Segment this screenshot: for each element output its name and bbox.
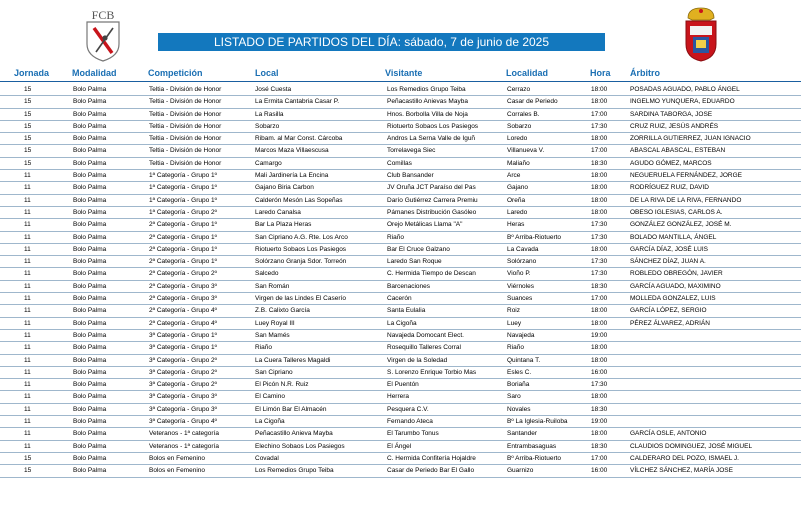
cell-local: San Román bbox=[255, 282, 290, 290]
cell-competicion: Bolos en Femenino bbox=[149, 454, 206, 462]
cell-local: Salcedo bbox=[255, 270, 279, 278]
cell-competicion: Teltia - División de Honor bbox=[149, 86, 222, 93]
table-row bbox=[0, 256, 801, 268]
cell-visitante: El Ángel bbox=[387, 442, 412, 450]
cell-visitante: Santa Eulalia bbox=[387, 307, 426, 315]
cell-visitante: Barcenaciones bbox=[387, 282, 430, 290]
cell-hora: 17:00 bbox=[591, 110, 608, 118]
cell-arbitro: INGELMO YUNQUERA, EDUARDO bbox=[630, 98, 735, 106]
cell-modalidad: Bolo Palma bbox=[73, 430, 107, 438]
cell-localidad: Roiz bbox=[507, 307, 521, 315]
cell-hora: 18:00 bbox=[591, 135, 608, 143]
cell-visitante: S. Lorenzo Enrique Torbio Mas bbox=[387, 368, 477, 376]
cell-competicion: 2ª Categoría - Grupo 3º bbox=[149, 295, 218, 303]
cell-hora: 18:00 bbox=[591, 184, 608, 192]
cell-visitante: Bar El Cruce Galzano bbox=[387, 245, 450, 253]
cell-localidad: Guarnizo bbox=[507, 467, 534, 475]
cell-competicion: 3ª Categoría - Grupo 1º bbox=[149, 344, 218, 352]
cell-jornada: 11 bbox=[24, 405, 31, 413]
table-row bbox=[0, 441, 801, 453]
cell-hora: 17:30 bbox=[591, 233, 608, 241]
table-row bbox=[0, 207, 801, 219]
cell-arbitro: ROBLEDO OBREGÓN, JAVIER bbox=[630, 270, 723, 278]
cell-competicion: 1ª Categoría - Grupo 1º bbox=[149, 196, 218, 204]
cell-competicion: 2ª Categoría - Grupo 4º bbox=[149, 307, 218, 315]
cell-competicion: 2ª Categoría - Grupo 1º bbox=[149, 245, 218, 253]
cell-localidad: Arce bbox=[507, 172, 521, 180]
cell-modalidad: Bolo Palma bbox=[73, 184, 107, 192]
cell-hora: 17:30 bbox=[591, 270, 608, 278]
table-row bbox=[0, 109, 801, 121]
table-row bbox=[0, 293, 801, 305]
cell-localidad: Vioño P. bbox=[507, 270, 531, 278]
table-row bbox=[0, 428, 801, 440]
cell-local: El Picón N.R. Ruiz bbox=[255, 381, 309, 389]
cell-local: Camargo bbox=[255, 159, 282, 167]
cell-modalidad: Bolo Palma bbox=[73, 454, 107, 462]
cell-visitante: El Puentón bbox=[387, 381, 419, 389]
cell-hora: 18:00 bbox=[591, 307, 608, 315]
cell-local: La Cigoña bbox=[255, 418, 285, 426]
cell-competicion: Teltia - División de Honor bbox=[149, 98, 222, 106]
cell-hora: 18:00 bbox=[591, 208, 608, 216]
cell-localidad: Navajeda bbox=[507, 331, 535, 339]
cell-competicion: 1ª Categoría - Grupo 2º bbox=[149, 208, 218, 216]
cell-visitante: Pámanes Distribución Gasóleo bbox=[387, 208, 477, 216]
matches-table bbox=[0, 84, 801, 478]
cell-modalidad: Bolo Palma bbox=[73, 245, 107, 253]
cell-local: Luey Royal III bbox=[255, 319, 295, 327]
cell-jornada: 11 bbox=[24, 381, 31, 389]
cell-modalidad: Bolo Palma bbox=[73, 159, 107, 167]
cell-competicion: Teltia - División de Honor bbox=[149, 135, 222, 143]
cell-hora: 18:30 bbox=[591, 282, 608, 290]
cell-local: Peñacastillo Anieva Mayba bbox=[255, 430, 333, 438]
cell-localidad: Bº La Iglesia-Ruiloba bbox=[507, 418, 568, 426]
cell-arbitro: CLAUDIOS DOMINGUEZ, JOSÉ MIGUEL bbox=[630, 442, 753, 450]
header-visitante: Visitante bbox=[385, 68, 423, 78]
header-competicion: Competición bbox=[148, 68, 203, 78]
cell-arbitro: RODRÍGUEZ RUIZ, DAVID bbox=[630, 184, 709, 192]
cell-jornada: 15 bbox=[24, 159, 32, 167]
cell-arbitro: ZORRILLA GUTIERREZ, JUAN IGNACIO bbox=[630, 135, 751, 143]
cell-competicion: 2ª Categoría - Grupo 2º bbox=[149, 270, 218, 278]
cell-local: Riotuerto Sobaos Los Pasiegos bbox=[255, 245, 347, 253]
cell-modalidad: Bolo Palma bbox=[73, 172, 107, 180]
cell-modalidad: Bolo Palma bbox=[73, 381, 107, 389]
cell-hora: 18:30 bbox=[591, 159, 608, 167]
cell-modalidad: Bolo Palma bbox=[73, 331, 107, 339]
table-row bbox=[0, 305, 801, 317]
cell-visitante: Los Remedios Grupo Teiba bbox=[387, 86, 466, 93]
cell-modalidad: Bolo Palma bbox=[73, 196, 107, 204]
header-modalidad: Modalidad bbox=[72, 68, 117, 78]
cell-modalidad: Bolo Palma bbox=[73, 405, 107, 413]
cell-jornada: 11 bbox=[24, 258, 31, 266]
cell-local: Marcos Maza Villaescusa bbox=[255, 147, 329, 155]
table-row bbox=[0, 318, 801, 330]
table-row bbox=[0, 465, 801, 477]
cell-local: Bar La Plaza Heras bbox=[255, 221, 312, 229]
cell-jornada: 11 bbox=[24, 368, 31, 376]
cell-modalidad: Bolo Palma bbox=[73, 418, 107, 426]
cell-hora: 17:00 bbox=[591, 454, 608, 462]
cell-arbitro: GONZÁLEZ GONZÁLEZ, JOSÉ M. bbox=[630, 221, 732, 229]
cell-jornada: 11 bbox=[24, 344, 31, 352]
cell-jornada: 15 bbox=[24, 467, 32, 475]
cell-hora: 19:00 bbox=[591, 331, 608, 339]
cell-arbitro: SARDINA TABORGA, JOSE bbox=[630, 110, 713, 118]
cell-localidad: Corrales B. bbox=[507, 110, 540, 118]
cell-competicion: 1ª Categoría - Grupo 1º bbox=[149, 172, 218, 180]
cell-competicion: 3ª Categoría - Grupo 2º bbox=[149, 356, 218, 364]
cell-modalidad: Bolo Palma bbox=[73, 258, 107, 266]
cell-localidad: Quintana T. bbox=[507, 356, 541, 364]
cell-local: El Limón Bar El Almacén bbox=[255, 405, 327, 413]
cell-jornada: 11 bbox=[24, 418, 31, 426]
cell-localidad: Entrambasaguas bbox=[507, 442, 557, 450]
cell-localidad: Novales bbox=[507, 405, 531, 413]
cell-competicion: 1ª Categoría - Grupo 1º bbox=[149, 184, 218, 192]
cell-visitante: Rosequillo Talleres Corral bbox=[387, 344, 461, 352]
cell-localidad: Sobarzo bbox=[507, 122, 532, 130]
cell-jornada: 11 bbox=[24, 319, 31, 327]
cell-localidad: Loredo bbox=[507, 135, 528, 143]
cell-localidad: Maliaño bbox=[507, 159, 530, 167]
cell-competicion: Veteranos - 1ª categoría bbox=[149, 430, 219, 438]
cell-hora: 16:00 bbox=[591, 467, 608, 475]
cell-localidad: Solórzano bbox=[507, 258, 537, 266]
table-row bbox=[0, 330, 801, 342]
cell-modalidad: Bolo Palma bbox=[73, 86, 107, 93]
cell-modalidad: Bolo Palma bbox=[73, 98, 107, 106]
header-hora: Hora bbox=[590, 68, 611, 78]
cell-competicion: Bolos en Femenino bbox=[149, 467, 206, 475]
cell-visitante: Laredo San Roque bbox=[387, 258, 442, 266]
cell-localidad: Viérnoles bbox=[507, 282, 534, 290]
cell-modalidad: Bolo Palma bbox=[73, 307, 107, 315]
cell-localidad: Suances bbox=[507, 295, 533, 303]
cell-hora: 16:00 bbox=[591, 368, 608, 376]
cell-modalidad: Bolo Palma bbox=[73, 344, 107, 352]
cell-hora: 18:00 bbox=[591, 86, 608, 93]
cell-modalidad: Bolo Palma bbox=[73, 467, 107, 475]
cell-local: Z.B. Calixto García bbox=[255, 307, 310, 315]
cell-arbitro: OBESO IGLESIAS, CARLOS A. bbox=[630, 208, 723, 216]
cell-localidad: Oreña bbox=[507, 196, 526, 204]
cell-arbitro: GARCÍA DÍAZ, JOSÉ LUIS bbox=[630, 245, 709, 253]
cell-visitante: Torrelavega Siec bbox=[387, 147, 436, 155]
cell-visitante: Herrera bbox=[387, 393, 410, 401]
table-row bbox=[0, 404, 801, 416]
cell-modalidad: Bolo Palma bbox=[73, 221, 107, 229]
cell-visitante: Riotuerto Sobaos Los Pasiegos bbox=[387, 122, 479, 130]
table-header bbox=[0, 66, 801, 82]
cell-jornada: 15 bbox=[24, 122, 32, 130]
cell-competicion: 3ª Categoría - Grupo 2º bbox=[149, 368, 218, 376]
cell-competicion: 2ª Categoría - Grupo 1º bbox=[149, 258, 218, 266]
cell-competicion: 3ª Categoría - Grupo 1º bbox=[149, 331, 218, 339]
cell-jornada: 11 bbox=[24, 442, 31, 450]
cell-competicion: Teltia - División de Honor bbox=[149, 110, 222, 118]
cell-modalidad: Bolo Palma bbox=[73, 442, 107, 450]
cell-competicion: Teltia - División de Honor bbox=[149, 122, 222, 130]
cell-jornada: 11 bbox=[24, 184, 31, 192]
cell-arbitro: PÉREZ ÁLVAREZ, ADRIÁN bbox=[630, 319, 710, 327]
cell-localidad: Luey bbox=[507, 319, 522, 327]
cell-visitante: Peñacastillo Anievas Mayba bbox=[387, 98, 468, 106]
cell-localidad: Bº Arriba-Riotuerto bbox=[507, 233, 562, 241]
cell-visitante: Virgen de la Soledad bbox=[387, 356, 448, 364]
cell-hora: 18:00 bbox=[591, 393, 608, 401]
table-row bbox=[0, 219, 801, 231]
cell-competicion: 3ª Categoría - Grupo 3º bbox=[149, 393, 218, 401]
cell-modalidad: Bolo Palma bbox=[73, 295, 107, 303]
table-row bbox=[0, 170, 801, 182]
cell-arbitro: DE LA RIVA DE LA RIVA, FERNANDO bbox=[630, 196, 742, 204]
cell-jornada: 11 bbox=[24, 295, 31, 303]
cell-visitante: Navajeda Domocant Elect. bbox=[387, 331, 464, 339]
fcb-logo bbox=[80, 8, 126, 62]
cell-jornada: 11 bbox=[24, 331, 31, 339]
table-row bbox=[0, 121, 801, 133]
cell-hora: 18:00 bbox=[591, 172, 608, 180]
cell-localidad: Esles C. bbox=[507, 368, 532, 376]
cell-jornada: 11 bbox=[24, 196, 31, 204]
cell-local: Riaño bbox=[255, 344, 272, 352]
table-row bbox=[0, 182, 801, 194]
cell-jornada: 11 bbox=[24, 282, 31, 290]
cell-jornada: 11 bbox=[24, 356, 31, 364]
cell-hora: 17:30 bbox=[591, 381, 608, 389]
cell-modalidad: Bolo Palma bbox=[73, 393, 107, 401]
cell-modalidad: Bolo Palma bbox=[73, 368, 107, 376]
cell-hora: 18:00 bbox=[591, 196, 608, 204]
cell-jornada: 11 bbox=[24, 307, 31, 315]
cell-competicion: Veteranos - 1ª categoría bbox=[149, 442, 219, 450]
cell-hora: 17:00 bbox=[591, 295, 608, 303]
cell-hora: 18:30 bbox=[591, 442, 608, 450]
cell-jornada: 15 bbox=[24, 147, 32, 155]
cell-jornada: 11 bbox=[24, 221, 31, 229]
cell-modalidad: Bolo Palma bbox=[73, 122, 107, 130]
cell-visitante: Andros La Serna Valle de Iguñ bbox=[387, 135, 476, 143]
cell-jornada: 11 bbox=[24, 245, 31, 253]
cell-hora: 19:00 bbox=[591, 418, 608, 426]
header-arbitro: Árbitro bbox=[630, 68, 660, 78]
cell-visitante: Hnos. Borbolla Villa de Noja bbox=[387, 110, 468, 118]
cell-arbitro: MOLLEDA GONZALEZ, LUIS bbox=[630, 295, 716, 303]
cell-jornada: 15 bbox=[24, 110, 32, 118]
cell-local: El Camino bbox=[255, 393, 285, 401]
table-row bbox=[0, 379, 801, 391]
cell-local: Ribam. al Mar Const. Cárcoba bbox=[255, 135, 343, 143]
cell-local: Calderón Mesón Las Sopeñas bbox=[255, 196, 343, 204]
cell-visitante: Orejo Metálicas Llama "A" bbox=[387, 221, 463, 229]
cell-visitante: C. Hermida Tiempo de Descan bbox=[387, 270, 476, 278]
cell-competicion: 3ª Categoría - Grupo 3º bbox=[149, 405, 218, 413]
cell-modalidad: Bolo Palma bbox=[73, 282, 107, 290]
cell-visitante: El Tarumbo Tonus bbox=[387, 430, 439, 438]
table-row bbox=[0, 145, 801, 157]
table-row bbox=[0, 158, 801, 170]
cell-localidad: Cerrazo bbox=[507, 86, 531, 93]
table-row bbox=[0, 232, 801, 244]
table-row bbox=[0, 342, 801, 354]
cell-modalidad: Bolo Palma bbox=[73, 147, 107, 155]
cell-arbitro: GARCÍA OSLE, ANTONIO bbox=[630, 430, 707, 438]
table-row bbox=[0, 268, 801, 280]
cell-local: Mali Jardinería La Encina bbox=[255, 172, 329, 180]
cell-local: Covadal bbox=[255, 454, 279, 462]
cell-jornada: 11 bbox=[24, 430, 31, 438]
cell-arbitro: ABASCAL ABASCAL, ESTEBAN bbox=[630, 147, 726, 155]
cell-local: José Cuesta bbox=[255, 86, 292, 93]
table-row bbox=[0, 195, 801, 207]
cell-modalidad: Bolo Palma bbox=[73, 319, 107, 327]
cell-local: Virgen de las Lindes El Caserío bbox=[255, 295, 346, 303]
cell-local: La Cuera Talleres Magaldi bbox=[255, 356, 331, 364]
cell-arbitro: GARCÍA LÓPEZ, SERGIO bbox=[630, 307, 707, 315]
cell-visitante: La Cigoña bbox=[387, 319, 417, 327]
cell-localidad: Heras bbox=[507, 221, 525, 229]
cell-modalidad: Bolo Palma bbox=[73, 233, 107, 241]
cell-localidad: Santander bbox=[507, 430, 537, 438]
cell-visitante: Fernando Ateca bbox=[387, 418, 433, 426]
cell-modalidad: Bolo Palma bbox=[73, 356, 107, 364]
cell-arbitro: AGUDO GÓMEZ, MARCOS bbox=[630, 159, 712, 167]
cell-modalidad: Bolo Palma bbox=[73, 208, 107, 216]
cell-competicion: 3ª Categoría - Grupo 2º bbox=[149, 381, 218, 389]
cell-jornada: 11 bbox=[24, 233, 31, 241]
cell-visitante: Cacerón bbox=[387, 295, 412, 303]
cell-visitante: Comillas bbox=[387, 159, 412, 167]
cell-competicion: 2ª Categoría - Grupo 1º bbox=[149, 233, 218, 241]
cell-local: San Cipriano bbox=[255, 368, 293, 376]
cell-arbitro: VÍLCHEZ SÁNCHEZ, MARÍA JOSE bbox=[630, 467, 733, 475]
cell-hora: 17:00 bbox=[591, 147, 608, 155]
cell-competicion: 2ª Categoría - Grupo 1º bbox=[149, 221, 218, 229]
cell-jornada: 15 bbox=[24, 98, 32, 106]
cell-visitante: C. Hermida Confitería Hojaldre bbox=[387, 454, 476, 462]
cell-competicion: Teltia - División de Honor bbox=[149, 159, 222, 167]
cell-local: Sobarzo bbox=[255, 122, 280, 130]
cell-competicion: 2ª Categoría - Grupo 4º bbox=[149, 319, 218, 327]
cell-hora: 18:00 bbox=[591, 319, 608, 327]
cell-local: Gajano Biria Carbon bbox=[255, 184, 314, 192]
table-row bbox=[0, 84, 801, 96]
cell-local: Elechino Sobaos Los Pasiegos bbox=[255, 442, 345, 450]
cell-jornada: 11 bbox=[24, 270, 31, 278]
cell-arbitro: CALDERARO DEL POZO, ISMAEL J. bbox=[630, 454, 739, 462]
cell-jornada: 11 bbox=[24, 208, 31, 216]
cell-visitante: Club Bansander bbox=[387, 172, 434, 180]
cell-jornada: 11 bbox=[24, 172, 31, 180]
cell-local: Los Remedios Grupo Teiba bbox=[255, 467, 334, 475]
cell-localidad: Bº Arriba-Riotuerto bbox=[507, 454, 562, 462]
cell-hora: 18:00 bbox=[591, 356, 608, 364]
cell-hora: 17:30 bbox=[591, 221, 608, 229]
table-row bbox=[0, 281, 801, 293]
coat-of-arms-icon bbox=[680, 6, 722, 62]
cell-visitante: Pesquera C.V. bbox=[387, 405, 429, 413]
table-row bbox=[0, 355, 801, 367]
cell-localidad: Riaño bbox=[507, 344, 524, 352]
cell-arbitro: SÁNCHEZ DÍAZ, JUAN A. bbox=[630, 258, 706, 266]
cell-jornada: 11 bbox=[24, 393, 31, 401]
cell-hora: 17:30 bbox=[591, 258, 608, 266]
cell-competicion: 2ª Categoría - Grupo 3º bbox=[149, 282, 218, 290]
table-row bbox=[0, 391, 801, 403]
cell-modalidad: Bolo Palma bbox=[73, 110, 107, 118]
cell-local: San Cipriano A.G. Rte. Los Arco bbox=[255, 233, 348, 241]
header-local: Local bbox=[255, 68, 279, 78]
table-row bbox=[0, 244, 801, 256]
table-row bbox=[0, 133, 801, 145]
cell-local: Solórzano Granja Sdor. Torreón bbox=[255, 258, 347, 266]
cell-hora: 17:30 bbox=[591, 122, 608, 130]
cell-hora: 18:00 bbox=[591, 344, 608, 352]
header-localidad: Localidad bbox=[506, 68, 549, 78]
cell-competicion: 3ª Categoría - Grupo 4º bbox=[149, 418, 218, 426]
cell-hora: 18:00 bbox=[591, 98, 608, 106]
cell-localidad: Villanueva V. bbox=[507, 147, 545, 155]
table-row bbox=[0, 96, 801, 108]
cell-localidad: Saro bbox=[507, 393, 521, 401]
cell-local: La Ermita Cantabria Casar P. bbox=[255, 98, 340, 106]
cell-localidad: Laredo bbox=[507, 208, 528, 216]
cell-jornada: 15 bbox=[24, 86, 32, 93]
cell-arbitro: GARCÍA AGUADO, MAXIMINO bbox=[630, 282, 721, 290]
cell-hora: 18:00 bbox=[591, 245, 608, 253]
cell-arbitro: POSADAS AGUADO, PABLO ÁNGEL bbox=[630, 86, 740, 93]
cell-visitante: Casar de Periedo Bar El Gallo bbox=[387, 467, 475, 475]
cell-visitante: Riaño bbox=[387, 233, 404, 241]
cell-visitante: Darío Gutiérrez Carrera Premiu bbox=[387, 196, 478, 204]
cell-localidad: Gajano bbox=[507, 184, 528, 192]
cell-visitante: JV Oruña JCT Paraíso del Pas bbox=[387, 184, 476, 192]
table-row bbox=[0, 367, 801, 379]
cell-hora: 18:00 bbox=[591, 430, 608, 438]
cell-local: San Mamés bbox=[255, 331, 290, 339]
cell-hora: 18:30 bbox=[591, 405, 608, 413]
cell-modalidad: Bolo Palma bbox=[73, 135, 107, 143]
cell-arbitro: NEGUERUELA FERNÁNDEZ, JORGE bbox=[630, 172, 742, 180]
cell-localidad: Casar de Periedo bbox=[507, 98, 558, 106]
table-row bbox=[0, 453, 801, 465]
cell-jornada: 15 bbox=[24, 454, 32, 462]
page-title: LISTADO DE PARTIDOS DEL DÍA: sábado, 7 de junio de 2025 bbox=[158, 33, 605, 51]
fcb-logo-text: FCB bbox=[91, 8, 115, 22]
cell-competicion: Teltia - División de Honor bbox=[149, 147, 222, 155]
cell-modalidad: Bolo Palma bbox=[73, 270, 107, 278]
table-row bbox=[0, 416, 801, 428]
cell-jornada: 15 bbox=[24, 135, 32, 143]
cell-local: La Rasilla bbox=[255, 110, 284, 118]
cell-arbitro: CRUZ RUIZ, JESÚS ANDRÉS bbox=[630, 122, 719, 130]
cell-local: Laredo Canalsa bbox=[255, 208, 301, 216]
cell-arbitro: BOLADO MANTILLA, ÁNGEL bbox=[630, 233, 717, 241]
header-jornada: Jornada bbox=[14, 68, 50, 78]
cell-localidad: Boriaña bbox=[507, 381, 530, 389]
cell-localidad: La Cavada bbox=[507, 245, 539, 253]
